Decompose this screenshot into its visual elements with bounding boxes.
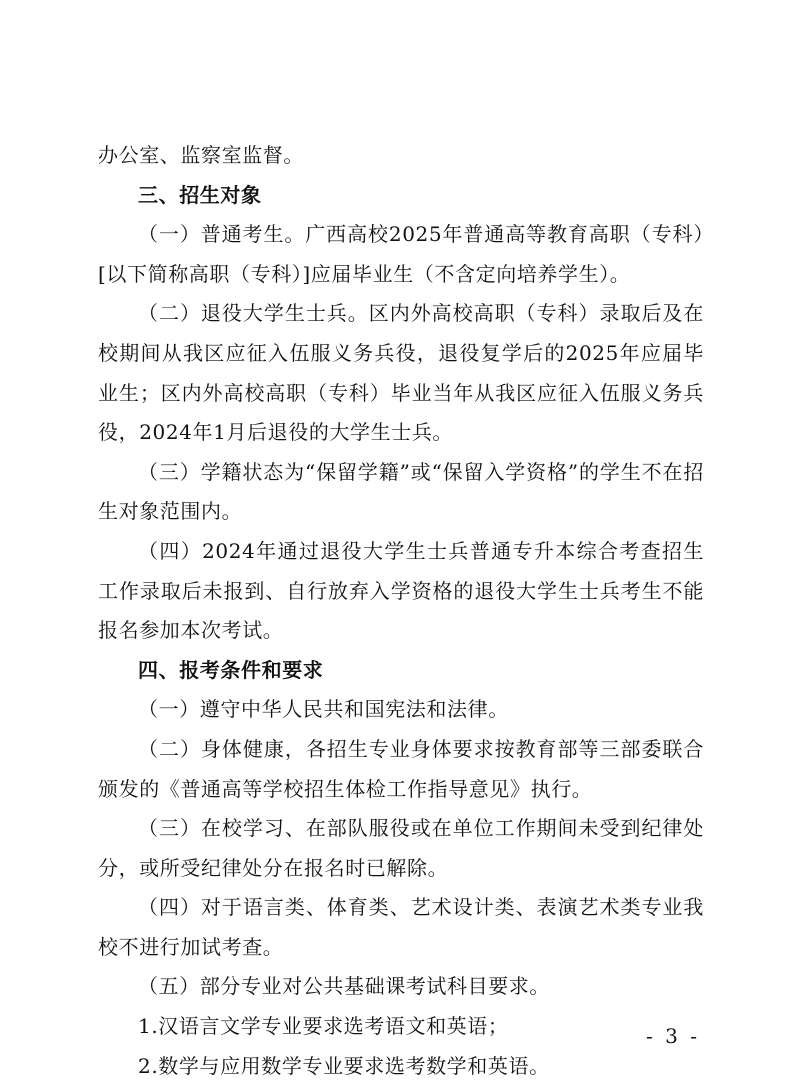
paragraph-subject-requirements: （五）部分专业对公共基础课考试科目要求。: [138, 974, 550, 999]
paragraph-no-extra-test: （四）对于语言类、体育类、艺术设计类、表演艺术类专业我校不进行加试考查。: [98, 895, 704, 959]
section-heading-enrollment-targets: 三、招生对象: [138, 182, 262, 207]
paragraph-discipline: （三）在校学习、在部队服役或在单位工作期间未受到纪律处分，或所受纪律处分在报名时已解除。: [98, 816, 704, 880]
paragraph-veteran-students: （二）退役大学生士兵。区内外高校高职（专科）录取后及在校期间从我区应征入伍服义务兵役，退役复学后的2025年应届毕业生；区内外高校高职（专科）毕业当年从我区应征入伍服义务兵役，2024年1月后退役的大学生士兵。: [98, 301, 704, 445]
section-heading-conditions: 四、报考条件和要求: [138, 657, 324, 682]
list-item-chinese-literature: 1.汉语言文学专业要求选考语文和英语；: [138, 1014, 509, 1039]
paragraph-regular-candidates: （一）普通考生。广西高校2025年普通高等教育高职（专科）[以下简称高职（专科）]应届毕业生（不含定向培养学生）。: [98, 222, 704, 286]
paragraph-2024-not-registered: （四）2024年通过退役大学生士兵普通专升本综合考查招生工作录取后未报到、自行放弃入学资格的退役大学生士兵考生不能报名参加本次考试。: [98, 538, 704, 643]
paragraph-supervision: 办公室、监察室监督。: [98, 143, 304, 167]
list-item-mathematics: 2.数学与应用数学专业要求选考数学和英语。: [138, 1053, 550, 1078]
body-text: [98, 136, 704, 1086]
paragraph-health: （二）身体健康，各招生专业身体要求按教育部等三部委联合颁发的《普通高等学校招生体检工作指导意见》执行。: [98, 736, 704, 801]
page-number: - 3 -: [646, 1024, 700, 1048]
paragraph-obey-law: （一）遵守中华人民共和国宪法和法律。: [138, 697, 509, 722]
paragraph-reserved-status: （三）学籍状态为“保留学籍”或“保留入学资格”的学生不在招生对象范围内。: [98, 459, 704, 524]
